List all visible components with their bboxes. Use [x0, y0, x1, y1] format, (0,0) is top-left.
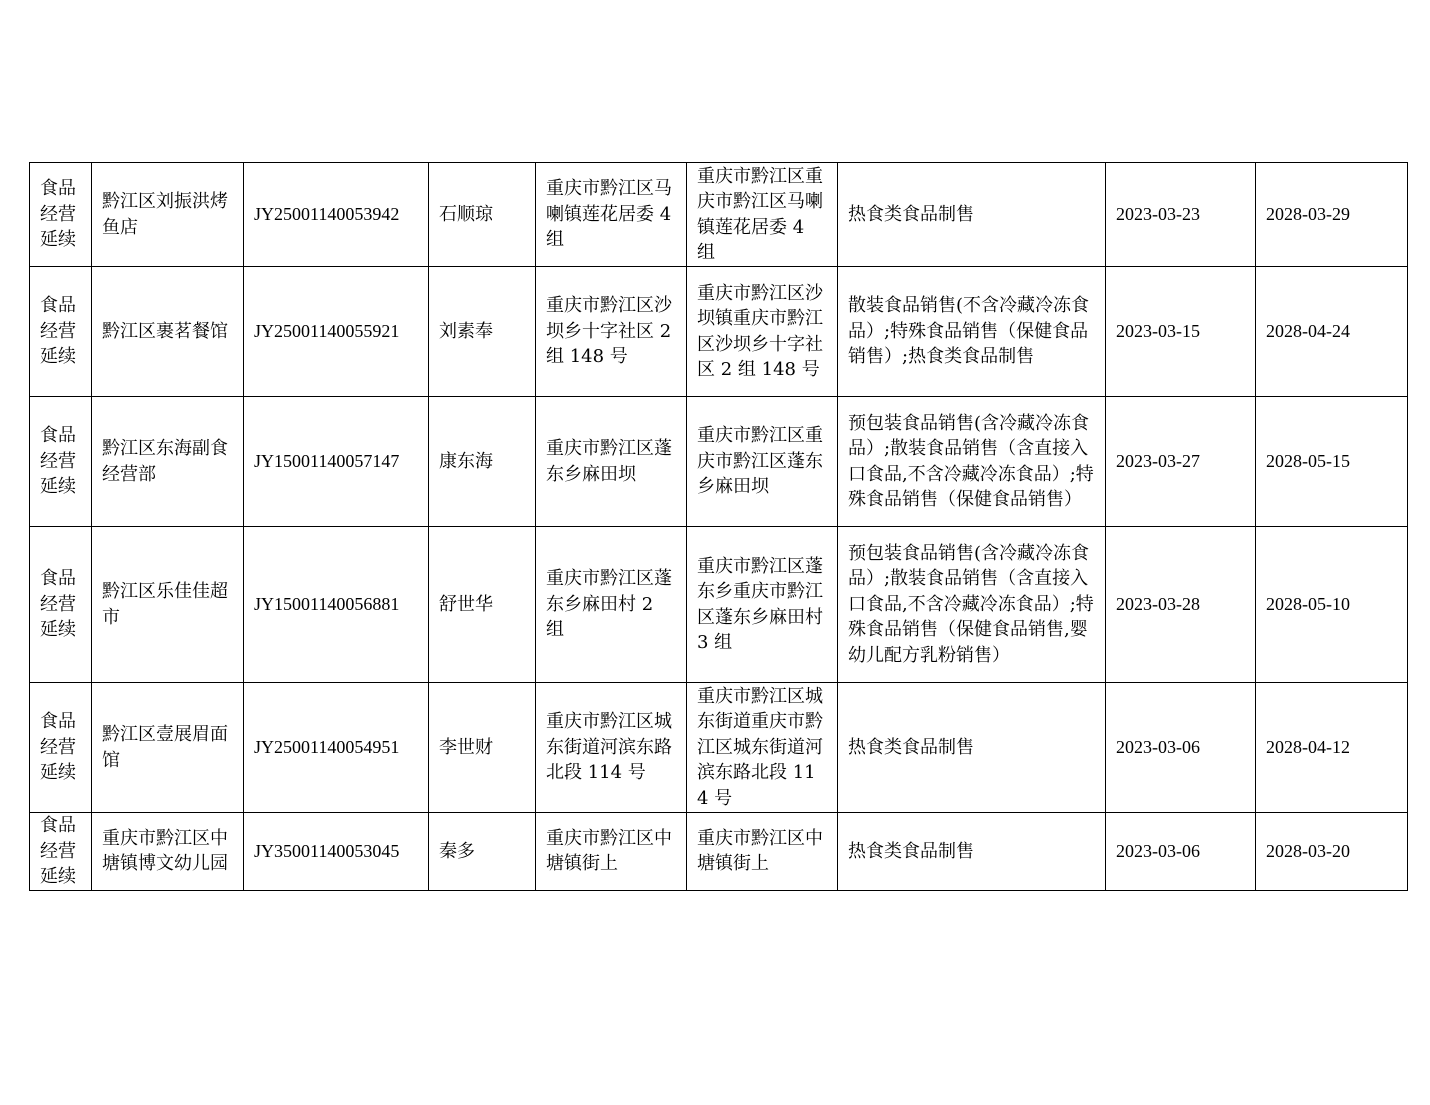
legal-person-cell: 石顺琼 — [429, 163, 536, 267]
issue-date-cell: 2023-03-27 — [1106, 397, 1256, 527]
business-name-cell: 黔江区裹茗餐馆 — [92, 267, 244, 397]
business-address-cell: 重庆市黔江区城东街道重庆市黔江区城东街道河滨东路北段 114 号 — [687, 683, 838, 813]
legal-person-cell: 舒世华 — [429, 527, 536, 683]
address-cell: 重庆市黔江区沙坝乡十字社区 2 组 148 号 — [536, 267, 687, 397]
business-items-cell: 散装食品销售(不含冷藏冷冻食品）;特殊食品销售（保健食品销售）;热食类食品制售 — [838, 267, 1106, 397]
business-address-cell: 重庆市黔江区沙坝镇重庆市黔江区沙坝乡十字社区 2 组 148 号 — [687, 267, 838, 397]
table-row — [30, 163, 1408, 267]
legal-person-cell: 康东海 — [429, 397, 536, 527]
table-row — [30, 397, 1408, 527]
license-table — [29, 162, 1408, 891]
type-cell: 食品经营延续 — [30, 527, 92, 683]
type-cell: 食品经营延续 — [30, 267, 92, 397]
business-items-cell: 热食类食品制售 — [838, 163, 1106, 267]
expiry-date-cell: 2028-03-20 — [1256, 813, 1408, 891]
expiry-date-cell: 2028-04-24 — [1256, 267, 1408, 397]
business-address-cell: 重庆市黔江区重庆市黔江区马喇镇莲花居委 4 组 — [687, 163, 838, 267]
business-items-cell: 热食类食品制售 — [838, 683, 1106, 813]
license-number-cell: JY25001140053942 — [244, 163, 429, 267]
table-row — [30, 683, 1408, 813]
issue-date-cell: 2023-03-15 — [1106, 267, 1256, 397]
type-cell: 食品经营延续 — [30, 397, 92, 527]
type-cell: 食品经营延续 — [30, 683, 92, 813]
business-name-cell: 重庆市黔江区中塘镇博文幼儿园 — [92, 813, 244, 891]
type-cell: 食品经营延续 — [30, 163, 92, 267]
issue-date-cell: 2023-03-06 — [1106, 813, 1256, 891]
business-address-cell: 重庆市黔江区中塘镇街上 — [687, 813, 838, 891]
expiry-date-cell: 2028-05-10 — [1256, 527, 1408, 683]
table-row — [30, 813, 1408, 891]
expiry-date-cell: 2028-05-15 — [1256, 397, 1408, 527]
business-name-cell: 黔江区壹展眉面馆 — [92, 683, 244, 813]
issue-date-cell: 2023-03-06 — [1106, 683, 1256, 813]
address-cell: 重庆市黔江区马喇镇莲花居委 4 组 — [536, 163, 687, 267]
address-cell: 重庆市黔江区蓬东乡麻田坝 — [536, 397, 687, 527]
license-number-cell: JY35001140053045 — [244, 813, 429, 891]
legal-person-cell: 秦多 — [429, 813, 536, 891]
license-number-cell: JY25001140055921 — [244, 267, 429, 397]
business-name-cell: 黔江区东海副食经营部 — [92, 397, 244, 527]
business-items-cell: 预包装食品销售(含冷藏冷冻食品）;散装食品销售（含直接入口食品,不含冷藏冷冻食品）;特殊食品销售（保健食品销售） — [838, 397, 1106, 527]
issue-date-cell: 2023-03-28 — [1106, 527, 1256, 683]
business-name-cell: 黔江区刘振洪烤鱼店 — [92, 163, 244, 267]
business-items-cell: 预包装食品销售(含冷藏冷冻食品）;散装食品销售（含直接入口食品,不含冷藏冷冻食品）;特殊食品销售（保健食品销售,婴幼儿配方乳粉销售） — [838, 527, 1106, 683]
address-cell: 重庆市黔江区城东街道河滨东路北段 114 号 — [536, 683, 687, 813]
expiry-date-cell: 2028-03-29 — [1256, 163, 1408, 267]
table-row — [30, 267, 1408, 397]
type-cell: 食品经营延续 — [30, 813, 92, 891]
table-row — [30, 527, 1408, 683]
business-name-cell: 黔江区乐佳佳超市 — [92, 527, 244, 683]
issue-date-cell: 2023-03-23 — [1106, 163, 1256, 267]
business-address-cell: 重庆市黔江区蓬东乡重庆市黔江区蓬东乡麻田村 3 组 — [687, 527, 838, 683]
address-cell: 重庆市黔江区蓬东乡麻田村 2 组 — [536, 527, 687, 683]
license-number-cell: JY15001140056881 — [244, 527, 429, 683]
address-cell: 重庆市黔江区中塘镇街上 — [536, 813, 687, 891]
legal-person-cell: 李世财 — [429, 683, 536, 813]
business-items-cell: 热食类食品制售 — [838, 813, 1106, 891]
license-number-cell: JY25001140054951 — [244, 683, 429, 813]
expiry-date-cell: 2028-04-12 — [1256, 683, 1408, 813]
business-address-cell: 重庆市黔江区重庆市黔江区蓬东乡麻田坝 — [687, 397, 838, 527]
license-number-cell: JY15001140057147 — [244, 397, 429, 527]
legal-person-cell: 刘素奉 — [429, 267, 536, 397]
